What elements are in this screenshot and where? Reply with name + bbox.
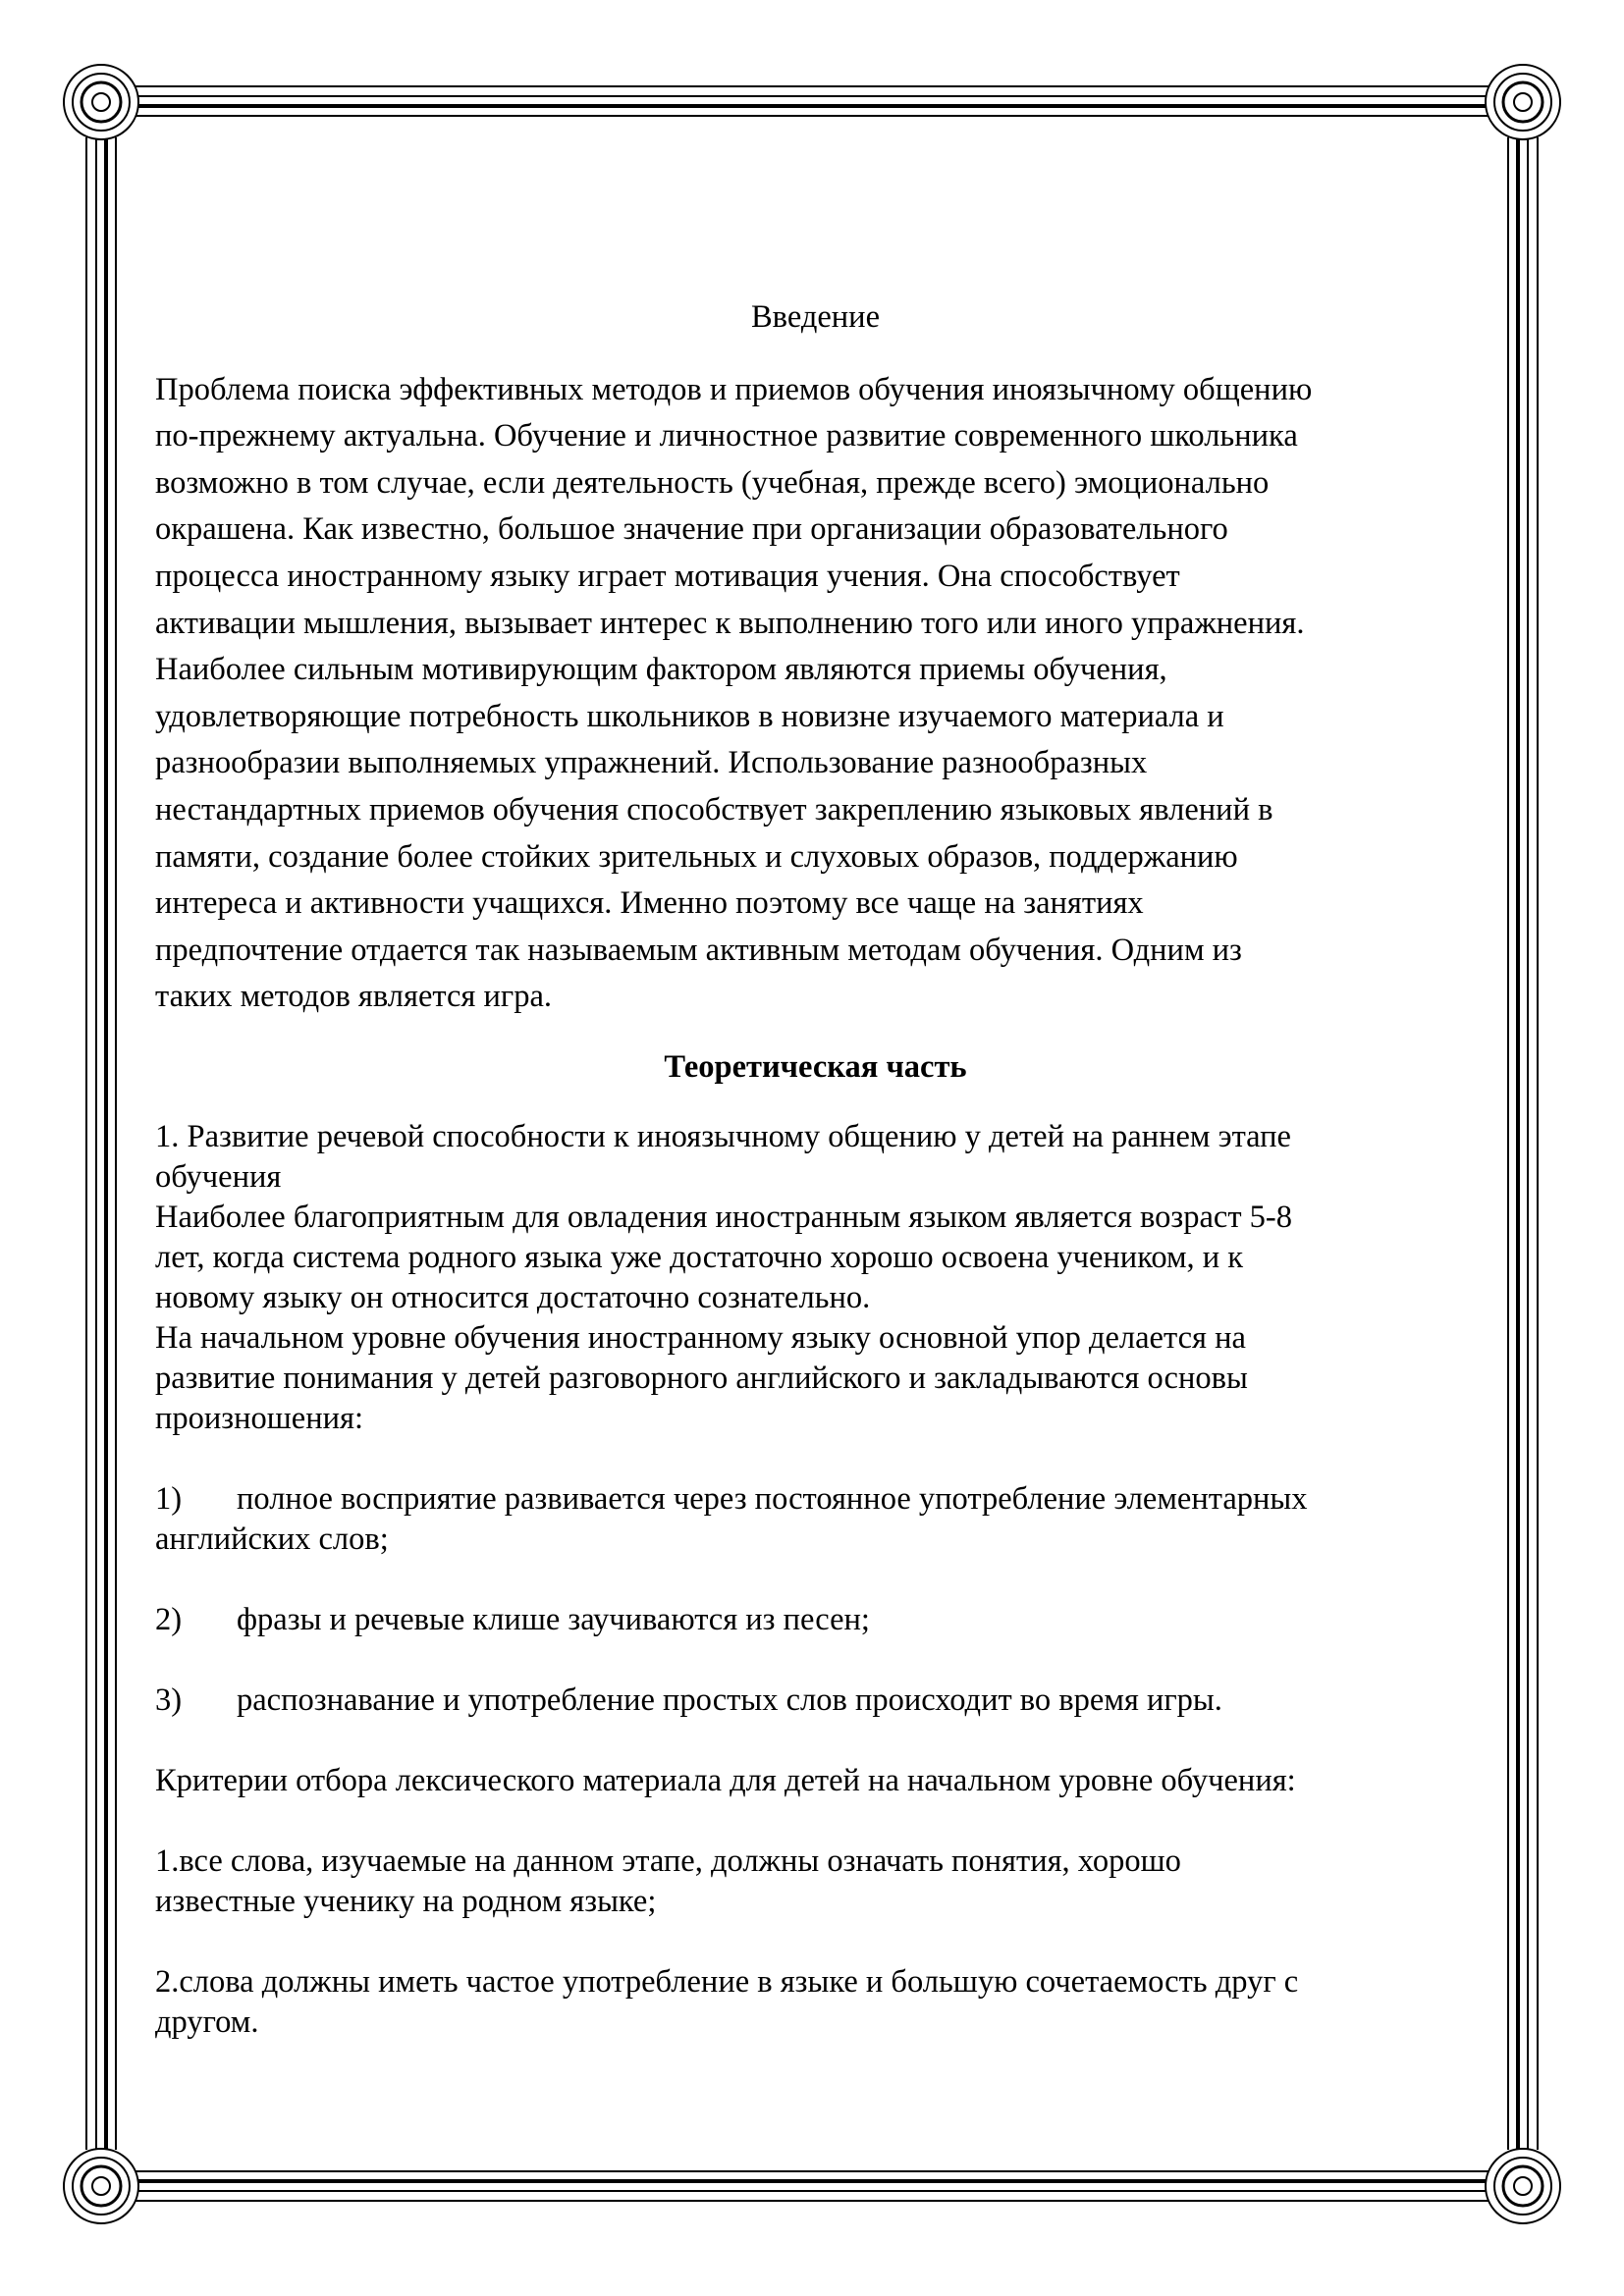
list-item [155,1681,1476,1721]
list-text-continuation: английских слов; [155,1521,389,1557]
list-text: распознавание и употребление простых слов происходит во время игры. [237,1682,1222,1718]
list-number: 2) [155,1601,183,1637]
document-body [155,294,1476,2043]
criteria-item: 2.слова должны иметь частое употребление в языке и большую сочетаемость друг с другом. [155,1963,1299,2040]
corner-ornament-bottom-left [64,2149,138,2223]
list-text: фразы и речевые клише заучиваются из песен; [237,1601,870,1637]
section-heading: Теоретическая часть [664,1048,967,1085]
corner-ornament-top-right [1486,65,1560,139]
list-text: полное восприятие развивается через постоянное употребление элементарных [237,1480,1308,1517]
document-title: Введение [751,299,880,335]
section-body: 1. Развитие речевой способности к иноязычному общению у детей на раннем этапе обучения Наиболее благоприятным для овладения иностранным языком является возраст 5-8 лет, когда система родного языка уже достаточно хорошо освоена учеником, и к новому языку он относится достаточно сознательно. На начальном уровне обучения иностранному языку основной упор делается на развитие понимания у детей разговорного английского и закладываются основы произношения: [155,1118,1293,1436]
list-item [155,1600,1476,1640]
list-item [155,1479,1476,1520]
criteria-item: 1.все слова, изучаемые на данном этапе, должны означать понятия, хорошо известные ученику на родном языке; [155,1842,1181,1919]
intro-paragraph: Проблема поиска эффективных методов и приемов обучения иноязычному общению по-прежнему актуальна. Обучение и личностное развитие современного школьника возможно в том случае, если деятельность (учебная, прежде всего) эмоционально окрашена. Как известно, большое значение при организации образовательного процесса иностранному языку играет мотивация учения. Она способствует активации мышления, вызывает интерес к выполнению того или иного упражнения. Наиболее сильным мотивирующим фактором являются приемы обучения, удовлетворяющие потребность школьников в новизне изучаемого материала и разнообразии выполняемых упражнений. Использование разнообразных нестандартных приемов обучения способствует закреплению языковых явлений в памяти, создание более стойких зрительных и слуховых образов, поддержанию интереса и активности учащихся. Именно поэтому все чаще на занятиях предпочтение отдается так называемым активным методам обучения. Одним из таких методов является игра. [155,371,1313,1015]
list-number: 3) [155,1682,183,1718]
list-number: 1) [155,1480,183,1517]
criteria-intro: Критерии отбора лексического материала для детей на начальном уровне обучения: [155,1762,1296,1798]
corner-ornament-bottom-right [1486,2149,1560,2223]
corner-ornament-top-left [64,65,138,139]
